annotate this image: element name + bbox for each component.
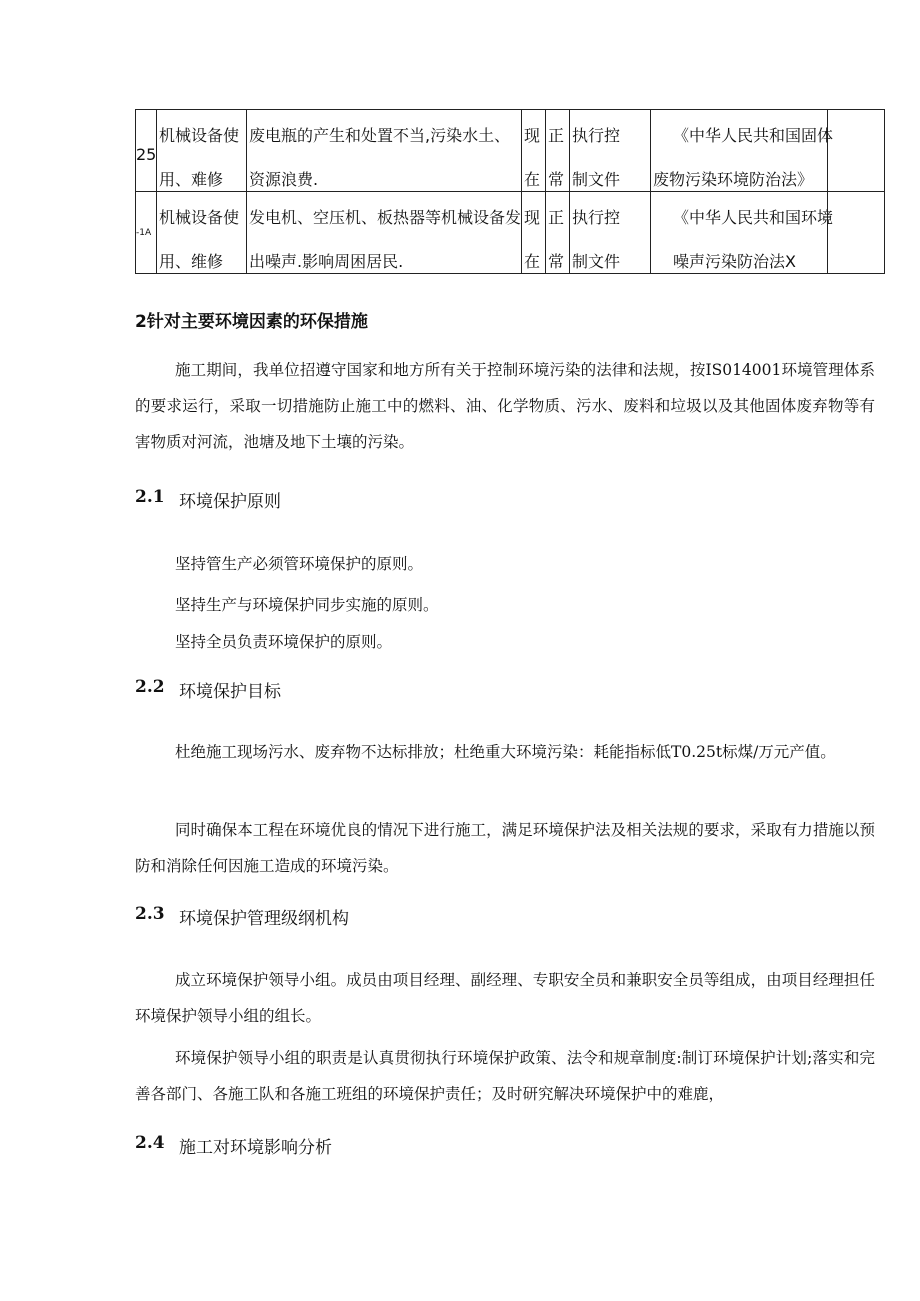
- impact-line-2: 出噪声.影响周困居民.: [249, 252, 404, 271]
- impact-line-1: 发电机、空压机、板热器等机械设备发: [249, 208, 522, 227]
- section-title: 环境保护目标: [179, 682, 281, 702]
- principle-item: 坚持全员负责环境保护的原则。: [175, 633, 393, 651]
- row-number: -1A: [136, 228, 152, 238]
- section-number: 2.2: [135, 677, 165, 697]
- section-2-intro: 施工期间，我单位招遵守国家和地方所有关于控制环境污染的法律和法规，按IS014001环境管理体系的要求运行，采取一切措施防止施工中的燃料、油、化学物质、污水、废料和垃圾以及其他固体废弃物等有害物质对河流，池塘及地下土壤的污染。: [135, 361, 875, 451]
- goal-paragraph-2: 同时确保本工程在环境优良的情况下进行施工，满足环境保护法及相关法规的要求，采取有力措施以预防和消除任何因施工造成的环境污染。: [135, 821, 875, 875]
- table-row: [136, 192, 885, 274]
- goal-paragraph-1: 杜绝施工现场污水、废弃物不达标排放；杜绝重大环境污染：耗能指标低T0.25t标煤/万元产值。: [175, 743, 836, 761]
- environmental-factor-table: [135, 109, 885, 274]
- section-title: 施工对环境影响分析: [179, 1138, 332, 1158]
- control-line-2: 制文件: [572, 252, 621, 271]
- principle-item: 坚持管生产必须管环境保护的原则。: [175, 555, 424, 573]
- principle-item: 坚持生产与环境保护同步实施的原则。: [175, 596, 439, 614]
- state-tense-line-1: 现: [524, 126, 541, 145]
- state-condition-line-2: 常: [548, 170, 565, 189]
- activity-line-1: 机械设备使: [159, 208, 240, 227]
- activity-line-1: 机械设备使: [159, 126, 240, 145]
- state-condition-line-1: 正: [548, 126, 565, 145]
- law-line-2: 噪声污染防治法X: [673, 252, 796, 271]
- control-line-1: 执行控: [572, 126, 621, 145]
- section-number: 2.4: [135, 1133, 165, 1153]
- activity-line-2: 用、维修: [159, 252, 224, 271]
- section-number: 2.1: [135, 487, 165, 507]
- row-number: 25: [136, 145, 157, 164]
- impact-line-1: 废电瓶的产生和处置不当,污染水土、: [249, 126, 511, 145]
- org-paragraph-1: 成立环境保护领导小组。成员由项目经理、副经理、专职安全员和兼职安全员等组成，由项目经理担任环境保护领导小组的组长。: [135, 971, 875, 1025]
- section-2-heading: 2针对主要环境因素的环保措施: [135, 312, 368, 332]
- law-line-1: 《中华人民共和国环境: [673, 208, 834, 227]
- state-tense-line-2: 在: [524, 170, 541, 189]
- state-condition-line-2: 常: [548, 252, 565, 271]
- law-line-1: 《中华人民共和国固体: [673, 126, 834, 145]
- org-paragraph-2: 环境保护领导小组的职责是认真贯彻执行环境保护政策、法令和规章制度:制订环境保护计划;落实和完善各部门、各施工队和各施工班组的环境保护责任；及时研究解决环境保护中的难鹿，: [135, 1049, 875, 1103]
- table-row: [136, 110, 885, 192]
- impact-line-2: 资源浪费.: [249, 170, 319, 189]
- section-title: 环境保护管理级纲机构: [179, 909, 349, 929]
- control-line-1: 执行控: [572, 208, 621, 227]
- state-tense-line-1: 现: [524, 208, 541, 227]
- activity-line-2: 用、难修: [159, 170, 224, 189]
- state-tense-line-2: 在: [524, 252, 541, 271]
- control-line-2: 制文件: [572, 170, 621, 189]
- law-line-2: 废物污染环境防治法》: [653, 170, 814, 189]
- section-number: 2.3: [135, 904, 165, 924]
- state-condition-line-1: 正: [548, 208, 565, 227]
- section-title: 环境保护原则: [179, 492, 281, 512]
